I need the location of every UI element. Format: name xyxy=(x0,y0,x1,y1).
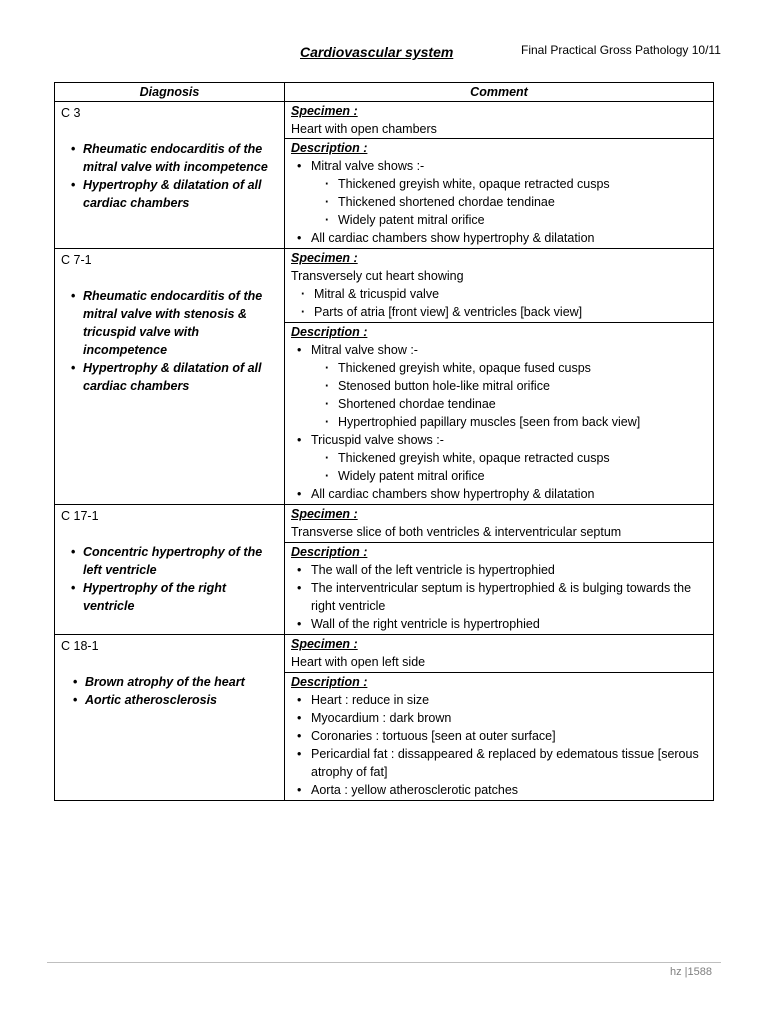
description-subitem: · Shortened chordae tendinae xyxy=(338,395,707,413)
specimen-label: Specimen : xyxy=(291,507,358,521)
diagnosis-item: • Hypertrophy & dilatation of all cardiac chambers xyxy=(83,359,278,395)
description-subitem: · Hypertrophied papillary muscles [seen from back view] xyxy=(338,413,707,431)
diagnosis-item: • Hypertrophy & dilatation of all cardiac chambers xyxy=(83,176,278,212)
specimen-section xyxy=(285,505,713,543)
comment-cell xyxy=(285,249,714,505)
table-row xyxy=(55,249,714,505)
description-item: • All cardiac chambers show hypertrophy & dilatation xyxy=(311,229,707,247)
description-item: • Pericardial fat : dissappeared & replaced by edematous tissue [serous atrophy of fat] xyxy=(311,745,707,781)
description-sublist xyxy=(311,449,707,485)
diagnosis-list xyxy=(61,673,278,709)
description-item: • The interventricular septum is hypertrophied & is bulging towards the right ventricle xyxy=(311,579,707,615)
description-item xyxy=(311,157,707,229)
table-header-row xyxy=(55,83,714,102)
diagnosis-cell xyxy=(55,102,285,249)
table-row xyxy=(55,102,714,249)
description-item: • Aorta : yellow atherosclerotic patches xyxy=(311,781,707,799)
description-list xyxy=(291,341,707,503)
diagnosis-item: • Brown atrophy of the heart xyxy=(85,673,278,691)
description-subitem: · Thickened greyish white, opaque fused cusps xyxy=(338,359,707,377)
table-row xyxy=(55,635,714,801)
description-label: Description : xyxy=(291,141,368,155)
table-row xyxy=(55,505,714,635)
comment-cell xyxy=(285,102,714,249)
description-text: Mitral valve show :- xyxy=(311,343,418,357)
description-label: Description : xyxy=(291,325,368,339)
diagnosis-item: • Aortic atherosclerosis xyxy=(85,691,278,709)
description-label: Description : xyxy=(291,545,368,559)
description-section xyxy=(285,323,713,504)
description-item: • Coronaries : tortuous [seen at outer surface] xyxy=(311,727,707,745)
specimen-code: C 3 xyxy=(61,106,81,120)
description-section xyxy=(285,673,713,800)
comment-cell xyxy=(285,505,714,635)
description-sublist xyxy=(311,359,707,431)
diagnosis-cell xyxy=(55,505,285,635)
description-item xyxy=(311,431,707,485)
diagnosis-cell xyxy=(55,249,285,505)
description-item: • Heart : reduce in size xyxy=(311,691,707,709)
description-subitem: · Thickened greyish white, opaque retracted cusps xyxy=(338,449,707,467)
specimen-label: Specimen : xyxy=(291,251,358,265)
description-subitem: · Thickened greyish white, opaque retracted cusps xyxy=(338,175,707,193)
description-list xyxy=(291,157,707,247)
pathology-table xyxy=(54,82,714,801)
description-subitem: · Stenosed button hole-like mitral orifice xyxy=(338,377,707,395)
description-item xyxy=(311,341,707,431)
specimen-code: C 18-1 xyxy=(61,639,99,653)
footer-page-info: hz |1588 xyxy=(670,966,713,978)
specimen-section xyxy=(285,102,713,139)
specimen-code: C 17-1 xyxy=(61,509,99,523)
specimen-item: · Parts of atria [front view] & ventricles [back view] xyxy=(314,303,707,321)
description-item: • All cardiac chambers show hypertrophy & dilatation xyxy=(311,485,707,503)
description-section xyxy=(285,139,713,248)
column-header-comment: Comment xyxy=(285,83,714,102)
page-title: Cardiovascular system xyxy=(300,44,454,60)
footer-divider xyxy=(47,962,721,963)
description-subitem: · Widely patent mitral orifice xyxy=(338,467,707,485)
description-text: Tricuspid valve shows :- xyxy=(311,433,444,447)
diagnosis-item: • Rheumatic endocarditis of the mitral valve with incompetence xyxy=(83,140,278,176)
description-item: • Wall of the right ventricle is hypertrophied xyxy=(311,615,707,633)
diagnosis-item: • Rheumatic endocarditis of the mitral valve with stenosis & tricuspid valve with incompetence xyxy=(83,287,278,359)
diagnosis-cell xyxy=(55,635,285,801)
description-subitem: · Thickened shortened chordae tendinae xyxy=(338,193,707,211)
specimen-section xyxy=(285,635,713,673)
description-sublist xyxy=(311,175,707,229)
diagnosis-list xyxy=(61,287,278,395)
specimen-text: Heart with open chambers xyxy=(291,122,437,136)
specimen-list xyxy=(291,285,707,321)
diagnosis-item: • Hypertrophy of the right ventricle xyxy=(83,579,278,615)
header-course-info: Final Practical Gross Pathology 10/11 xyxy=(521,43,721,57)
column-header-diagnosis: Diagnosis xyxy=(55,83,285,102)
description-label: Description : xyxy=(291,675,368,689)
comment-cell xyxy=(285,635,714,801)
description-item: • The wall of the left ventricle is hypertrophied xyxy=(311,561,707,579)
diagnosis-list xyxy=(61,140,278,212)
specimen-section xyxy=(285,249,713,323)
specimen-item: · Mitral & tricuspid valve xyxy=(314,285,707,303)
specimen-text: Heart with open left side xyxy=(291,655,426,669)
description-item: • Myocardium : dark brown xyxy=(311,709,707,727)
description-section xyxy=(285,543,713,634)
specimen-code: C 7-1 xyxy=(61,253,92,267)
description-list xyxy=(291,691,707,799)
description-list xyxy=(291,561,707,633)
description-subitem: · Widely patent mitral orifice xyxy=(338,211,707,229)
description-text: Mitral valve shows :- xyxy=(311,159,425,173)
specimen-label: Specimen : xyxy=(291,104,358,118)
specimen-text: Transversely cut heart showing xyxy=(291,269,464,283)
diagnosis-item: • Concentric hypertrophy of the left ventricle xyxy=(83,543,278,579)
specimen-text: Transverse slice of both ventricles & interventricular septum xyxy=(291,525,622,539)
diagnosis-list xyxy=(61,543,278,615)
specimen-label: Specimen : xyxy=(291,637,358,651)
